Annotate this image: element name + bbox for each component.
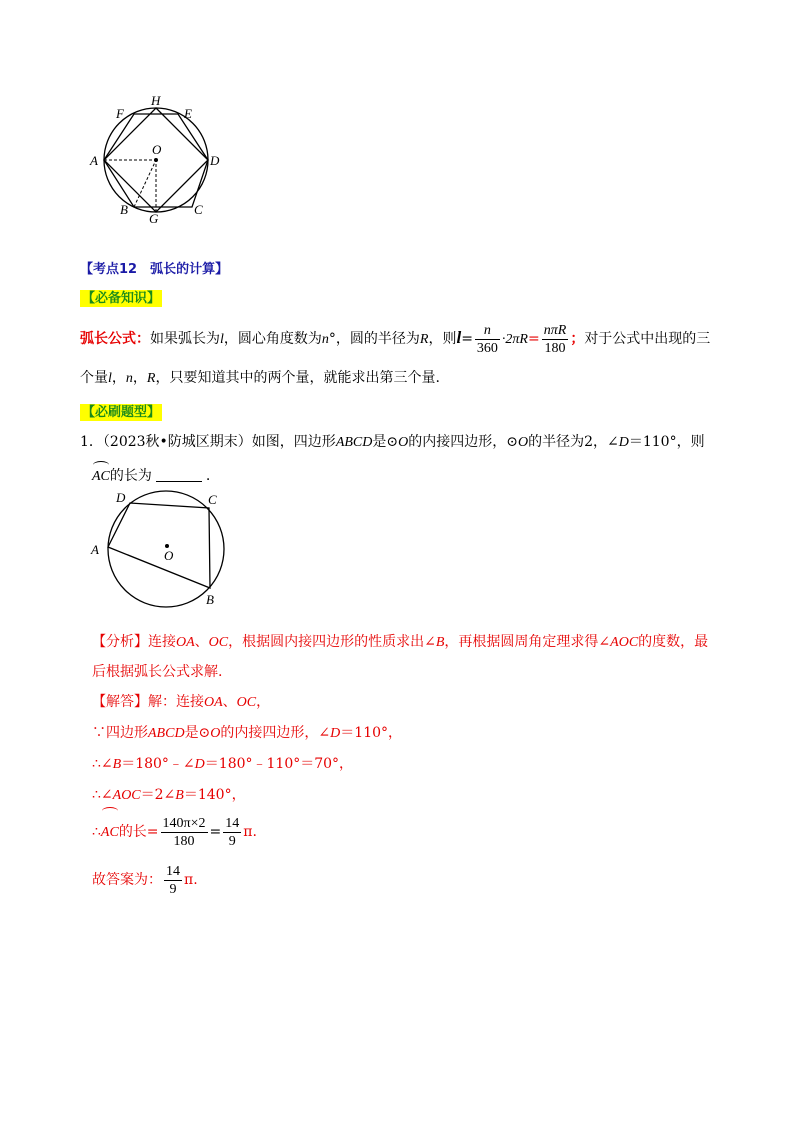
dash-ob — [134, 160, 156, 207]
arc-ac-answer: AC — [101, 812, 119, 853]
label-g: G — [149, 211, 159, 226]
answer-blank — [156, 481, 202, 482]
label-d2: D — [116, 490, 126, 505]
answer-frac-2: $\frac{14}{9}$ — [225, 815, 240, 849]
label-f: F — [116, 106, 124, 121]
label-e: E — [184, 106, 192, 121]
label-b: B — [120, 202, 128, 217]
quad-abcd — [108, 503, 210, 588]
formula-frac-2: $\frac{\text{nπR}}{180}$ — [543, 322, 567, 356]
figure-octagon — [88, 90, 228, 230]
knowledge-tag-wrap — [80, 287, 162, 306]
label-o: O — [152, 142, 162, 157]
label-a: A — [90, 153, 98, 168]
arc-formula-line: 弧长公式：如果弧长为l，圆心角度数为n°，圆的半径为R，则l= $\frac{n}{360}$ ·2πR= $\frac{\text{nπR}}{180}$ ；对于公式中出现的三 — [80, 322, 711, 356]
final-answer-line: 故答案为： $\frac{14}{9}$ π. — [92, 863, 198, 897]
formula-line-2: 个量l，n，R，只要知道其中的两个量，就能求出第三个量. — [80, 370, 440, 386]
label-c: C — [194, 202, 203, 217]
question-line-2: AC的长为 . — [92, 466, 210, 487]
label-o2: O — [164, 548, 174, 563]
label-b2: B — [206, 592, 214, 607]
final-frac: $\frac{14}{9}$ — [166, 863, 180, 897]
answer-label: 【解答】 — [92, 694, 148, 710]
question-number: 1． — [80, 434, 103, 450]
answer-line-5: ∴AC的长= $\frac{140\pi\times 2}{180}$ = $\frac{14}{9}$ π. — [92, 812, 257, 853]
practice-tag: 【必刷题型】 — [82, 405, 161, 420]
label-h: H — [151, 93, 161, 108]
analysis-line-1: 【分析】连接OA、OC，根据圆内接四边形的性质求出∠B，再根据圆周角定理求得∠AOC的度数，最 — [92, 634, 709, 650]
answer-line-3: ∴∠B＝180°﹣∠D＝180°﹣110°＝70°， — [92, 756, 354, 772]
question-line-1: 1．（2023秋•防城区期末）如图，四边形ABCD是⊙O的内接四边形，⊙O的半径为2，∠D＝110°，则 — [80, 434, 705, 450]
label-c2: C — [208, 492, 217, 507]
answer-frac-1: $\frac{140\pi\times 2}{180}$ — [162, 815, 206, 849]
answer-line-1: 【解答】解：连接OA、OC， — [92, 694, 271, 710]
label-a2: A — [91, 542, 99, 557]
section-heading: 【考点12 弧长的计算】 — [80, 262, 229, 277]
analysis-line-2: 后根据弧长公式求解. — [92, 664, 223, 680]
figure-quadrilateral — [88, 485, 238, 610]
label-d: D — [210, 153, 220, 168]
arc-ac: AC — [92, 466, 110, 487]
answer-line-4: ∴∠AOC＝2∠B＝140°， — [92, 787, 246, 803]
formula-frac-1: $\frac{n}{360}$ — [476, 322, 498, 356]
analysis-label: 【分析】 — [92, 634, 148, 650]
formula-label: 弧长公式： — [80, 331, 150, 347]
knowledge-tag: 【必备知识】 — [82, 291, 161, 306]
practice-tag-wrap — [80, 401, 162, 420]
answer-line-2: ∵四边形ABCD是⊙O的内接四边形，∠D＝110°， — [92, 725, 403, 741]
center-dot — [154, 158, 158, 162]
